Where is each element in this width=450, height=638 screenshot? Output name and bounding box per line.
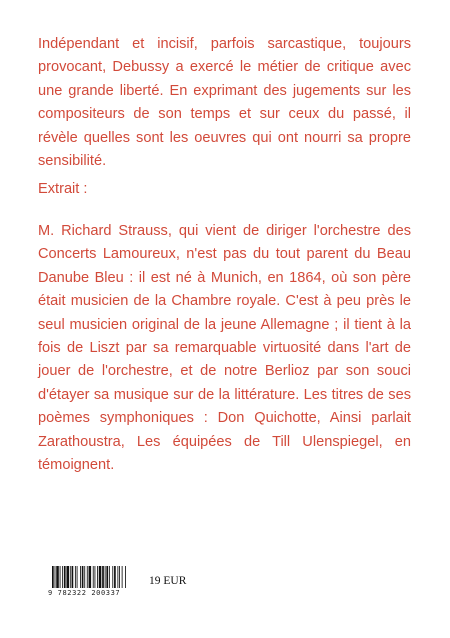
barcode-bar bbox=[97, 566, 98, 588]
barcode-bar bbox=[75, 566, 76, 588]
barcode bbox=[48, 566, 144, 600]
excerpt-label: Extrait : bbox=[38, 181, 88, 197]
barcode-bar bbox=[70, 566, 71, 588]
barcode-bar bbox=[106, 566, 108, 588]
intro-paragraph: Indépendant et incisif, parfois sarcastique, toujours provocant, Debussy a exercé le métier de critique avec une grande liberté. En exprimant des jugements sur les compositeurs de son temps et sur ceux du passé, il révèle quelles sont les oeuvres qui ont nourri sa propre sensibilité. bbox=[38, 36, 411, 170]
barcode-bars bbox=[48, 566, 144, 590]
barcode-bar bbox=[93, 566, 94, 588]
barcode-bar bbox=[89, 566, 92, 588]
barcode-bar bbox=[109, 566, 110, 588]
barcode-bar bbox=[82, 566, 84, 588]
barcode-bar bbox=[122, 566, 123, 588]
barcode-bar bbox=[62, 566, 63, 588]
barcode-bar bbox=[102, 566, 104, 588]
barcode-bar bbox=[117, 566, 118, 588]
barcode-bar bbox=[112, 566, 113, 588]
excerpt-paragraph: M. Richard Strauss, qui vient de diriger l'orchestre des Concerts Lamoureux, n'est pas du tout parent du Beau Danube Bleu : il est né à Munich, en 1864, où son père était musicien de la Chambre royale. C'est à peu près le seul musicien original de la jeune Allemagne ; il tient à la fois de Liszt par sa remarquable virtuosité dans l'art de jouer de l'orchestre, et de notre Berlioz par son souci d'étayer sa musique sur de la littérature. Les titres de ses poèmes symphoniques : Don Quichotte, Ainsi parlait Zarathoustra, Les équipées de Till Ulenspiegel, en témoignent. bbox=[38, 223, 411, 474]
barcode-bar bbox=[64, 566, 66, 588]
barcode-bar bbox=[56, 566, 59, 588]
barcode-bar bbox=[119, 566, 120, 588]
barcode-bar bbox=[84, 566, 85, 588]
barcode-bar bbox=[55, 566, 56, 588]
barcode-bar bbox=[125, 566, 126, 588]
barcode-bar bbox=[66, 566, 69, 588]
barcode-bar bbox=[87, 566, 88, 588]
barcode-bar bbox=[114, 566, 116, 588]
barcode-bar bbox=[105, 566, 106, 588]
barcode-bar bbox=[60, 566, 61, 588]
barcode-bar bbox=[52, 566, 54, 588]
barcode-bar bbox=[95, 566, 96, 588]
barcode-bar bbox=[72, 566, 74, 588]
barcode-bar bbox=[80, 566, 81, 588]
barcode-digits: 9 782322 200337 bbox=[48, 589, 121, 597]
price-label: 19 EUR bbox=[149, 575, 187, 587]
barcode-bar bbox=[99, 566, 102, 588]
barcode-bar bbox=[77, 566, 78, 588]
